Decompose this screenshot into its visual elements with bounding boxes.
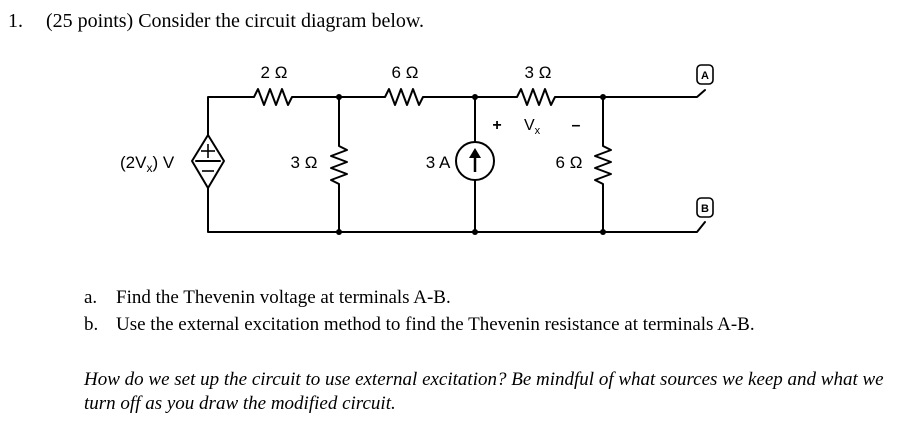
resistor-6ohm-zigzag xyxy=(378,89,432,105)
problem-statement: (25 points) Consider the circuit diagram below. xyxy=(46,10,425,32)
junction-dot xyxy=(472,229,478,235)
label-r-shunt-right: 6 Ω xyxy=(555,153,583,172)
resistor-shunt-3ohm-zigzag xyxy=(331,140,347,232)
wire-top-4 xyxy=(564,90,705,97)
junction-dot xyxy=(336,229,342,235)
label-dependent-source: $(2V_x)$ V xyxy=(120,153,175,175)
resistor-3ohm-zigzag xyxy=(510,89,564,105)
wire-left-lower xyxy=(208,188,603,232)
problem-number: 1. xyxy=(8,10,23,32)
wire-terminal-b xyxy=(603,222,705,232)
terminal-a-label: A xyxy=(701,70,709,82)
wire-top-left xyxy=(208,97,247,135)
resistor-2ohm-zigzag xyxy=(247,89,302,105)
label-r-top-right: 3 Ω xyxy=(524,63,552,82)
resistor-shunt-6ohm-zigzag xyxy=(595,140,611,232)
junction-dot xyxy=(600,94,606,100)
label-r-shunt-left: 3 Ω xyxy=(290,153,318,172)
label-r-top-left: 2 Ω xyxy=(260,63,288,82)
terminal-b-label: B xyxy=(701,203,709,215)
label-r-top-middle: 6 Ω xyxy=(391,63,419,82)
task-label: b. xyxy=(84,314,99,335)
instruction-note: How do we set up the circuit to use external excitation? Be mindful of what sources we keep and what we turn off as you draw the modified circuit. xyxy=(84,369,884,414)
junction-dot xyxy=(336,94,342,100)
junction-dot xyxy=(472,94,478,100)
junction-dot xyxy=(600,229,606,235)
current-source-arrow-icon xyxy=(469,148,481,172)
task-label: a. xyxy=(84,287,98,308)
label-vx: $V_x$ xyxy=(524,117,541,137)
label-vx-plus: + xyxy=(492,117,502,134)
task-text: Use the external excitation method to find the Thevenin resistance at terminals A-B. xyxy=(116,314,755,335)
label-vx-minus: – xyxy=(571,117,581,134)
task-text: Find the Thevenin voltage at terminals A-B. xyxy=(116,287,451,308)
dependent-source-polarity xyxy=(201,144,215,171)
label-current-source: 3 A xyxy=(425,153,451,172)
